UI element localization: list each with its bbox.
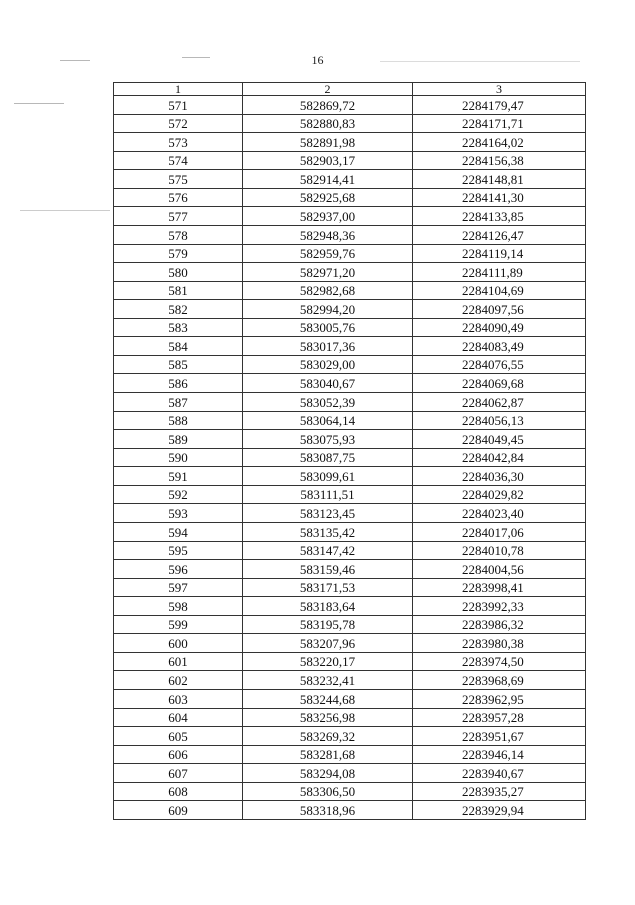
coordinate-y-cell: 2283946,14 xyxy=(413,745,586,764)
coordinate-x-cell: 582903,17 xyxy=(243,151,413,170)
coordinate-x-cell: 583306,50 xyxy=(243,782,413,801)
point-number-cell: 574 xyxy=(114,151,243,170)
point-number-cell: 606 xyxy=(114,745,243,764)
coordinate-y-cell: 2283935,27 xyxy=(413,782,586,801)
table-row xyxy=(114,207,586,226)
coordinate-x-cell: 583123,45 xyxy=(243,504,413,523)
coordinate-y-cell: 2283992,33 xyxy=(413,597,586,616)
table-row xyxy=(114,615,586,634)
point-number-cell: 601 xyxy=(114,652,243,671)
coordinate-y-cell: 2284141,30 xyxy=(413,188,586,207)
table-row xyxy=(114,485,586,504)
coordinate-y-cell: 2284017,06 xyxy=(413,522,586,541)
coordinate-y-cell: 2284126,47 xyxy=(413,225,586,244)
coordinate-x-cell: 583087,75 xyxy=(243,448,413,467)
table-row xyxy=(114,764,586,783)
coordinate-x-cell: 582937,00 xyxy=(243,207,413,226)
point-number-cell: 571 xyxy=(114,96,243,115)
table-row xyxy=(114,634,586,653)
coordinate-y-cell: 2283968,69 xyxy=(413,671,586,690)
coordinate-y-cell: 2284083,49 xyxy=(413,337,586,356)
point-number-cell: 588 xyxy=(114,411,243,430)
coordinate-y-cell: 2284097,56 xyxy=(413,300,586,319)
point-number-cell: 584 xyxy=(114,337,243,356)
coordinate-x-cell: 583159,46 xyxy=(243,560,413,579)
point-number-cell: 575 xyxy=(114,170,243,189)
coordinate-x-cell: 583075,93 xyxy=(243,430,413,449)
point-number-cell: 604 xyxy=(114,708,243,727)
table-row xyxy=(114,522,586,541)
coordinate-y-cell: 2284133,85 xyxy=(413,207,586,226)
coordinate-x-cell: 582982,68 xyxy=(243,281,413,300)
coordinate-x-cell: 583171,53 xyxy=(243,578,413,597)
point-number-cell: 586 xyxy=(114,374,243,393)
table-row xyxy=(114,671,586,690)
point-number-cell: 581 xyxy=(114,281,243,300)
coordinate-y-cell: 2284104,69 xyxy=(413,281,586,300)
table-row xyxy=(114,727,586,746)
coordinate-x-cell: 583183,64 xyxy=(243,597,413,616)
coordinate-y-cell: 2283974,50 xyxy=(413,652,586,671)
coordinate-x-cell: 583220,17 xyxy=(243,652,413,671)
coordinate-x-cell: 582880,83 xyxy=(243,114,413,133)
point-number-cell: 609 xyxy=(114,801,243,820)
point-number-cell: 587 xyxy=(114,393,243,412)
coordinate-x-cell: 583294,08 xyxy=(243,764,413,783)
coordinate-x-cell: 582869,72 xyxy=(243,96,413,115)
coordinate-y-cell: 2283998,41 xyxy=(413,578,586,597)
point-number-cell: 573 xyxy=(114,133,243,152)
coordinate-y-cell: 2284042,84 xyxy=(413,448,586,467)
coordinate-x-cell: 583244,68 xyxy=(243,690,413,709)
point-number-cell: 607 xyxy=(114,764,243,783)
table-row xyxy=(114,244,586,263)
coordinate-x-cell: 583207,96 xyxy=(243,634,413,653)
table-row xyxy=(114,355,586,374)
coordinate-x-cell: 583256,98 xyxy=(243,708,413,727)
table-body xyxy=(114,96,586,820)
coordinate-x-cell: 583269,32 xyxy=(243,727,413,746)
table-row xyxy=(114,300,586,319)
coordinate-x-cell: 583195,78 xyxy=(243,615,413,634)
coordinate-y-cell: 2284090,49 xyxy=(413,318,586,337)
table-row xyxy=(114,151,586,170)
point-number-cell: 580 xyxy=(114,263,243,282)
coordinate-x-cell: 582994,20 xyxy=(243,300,413,319)
coordinate-y-cell: 2283980,38 xyxy=(413,634,586,653)
coordinate-y-cell: 2284004,56 xyxy=(413,560,586,579)
coordinate-x-cell: 583029,00 xyxy=(243,355,413,374)
table-row xyxy=(114,114,586,133)
coordinate-y-cell: 2284036,30 xyxy=(413,467,586,486)
table-row xyxy=(114,374,586,393)
coordinates-table xyxy=(113,82,586,820)
coordinate-y-cell: 2284023,40 xyxy=(413,504,586,523)
coordinate-y-cell: 2284111,89 xyxy=(413,263,586,282)
coordinate-x-cell: 583005,76 xyxy=(243,318,413,337)
table-row xyxy=(114,690,586,709)
coordinate-x-cell: 582959,76 xyxy=(243,244,413,263)
point-number-cell: 605 xyxy=(114,727,243,746)
coordinate-y-cell: 2283940,67 xyxy=(413,764,586,783)
coordinate-x-cell: 582914,41 xyxy=(243,170,413,189)
point-number-cell: 582 xyxy=(114,300,243,319)
table-row xyxy=(114,652,586,671)
coordinate-x-cell: 583318,96 xyxy=(243,801,413,820)
coordinate-y-cell: 2284156,38 xyxy=(413,151,586,170)
point-number-cell: 578 xyxy=(114,225,243,244)
point-number-cell: 596 xyxy=(114,560,243,579)
coordinate-y-cell: 2284062,87 xyxy=(413,393,586,412)
table-row xyxy=(114,597,586,616)
point-number-cell: 600 xyxy=(114,634,243,653)
point-number-cell: 583 xyxy=(114,318,243,337)
table-row xyxy=(114,560,586,579)
coordinate-x-cell: 582948,36 xyxy=(243,225,413,244)
coordinate-x-cell: 582925,68 xyxy=(243,188,413,207)
coordinate-y-cell: 2284119,14 xyxy=(413,244,586,263)
point-number-cell: 579 xyxy=(114,244,243,263)
point-number-cell: 576 xyxy=(114,188,243,207)
coordinate-y-cell: 2284049,45 xyxy=(413,430,586,449)
point-number-cell: 593 xyxy=(114,504,243,523)
coordinate-x-cell: 583147,42 xyxy=(243,541,413,560)
coordinate-y-cell: 2284179,47 xyxy=(413,96,586,115)
table-row xyxy=(114,393,586,412)
point-number-cell: 595 xyxy=(114,541,243,560)
table-row xyxy=(114,782,586,801)
point-number-cell: 597 xyxy=(114,578,243,597)
table-row xyxy=(114,337,586,356)
coordinate-x-cell: 583232,41 xyxy=(243,671,413,690)
point-number-cell: 590 xyxy=(114,448,243,467)
coordinate-y-cell: 2284076,55 xyxy=(413,355,586,374)
column-header-2: 2 xyxy=(243,83,413,96)
point-number-cell: 602 xyxy=(114,671,243,690)
page-number: 16 xyxy=(311,53,324,67)
coordinate-x-cell: 583052,39 xyxy=(243,393,413,412)
coordinate-x-cell: 583040,67 xyxy=(243,374,413,393)
point-number-cell: 572 xyxy=(114,114,243,133)
table-row xyxy=(114,467,586,486)
point-number-cell: 585 xyxy=(114,355,243,374)
table-row xyxy=(114,96,586,115)
coordinate-y-cell: 2284164,02 xyxy=(413,133,586,152)
coordinate-y-cell: 2284148,81 xyxy=(413,170,586,189)
point-number-cell: 594 xyxy=(114,522,243,541)
coordinate-x-cell: 583135,42 xyxy=(243,522,413,541)
coordinate-y-cell: 2283962,95 xyxy=(413,690,586,709)
table-row xyxy=(114,578,586,597)
point-number-cell: 591 xyxy=(114,467,243,486)
point-number-cell: 608 xyxy=(114,782,243,801)
coordinate-x-cell: 582891,98 xyxy=(243,133,413,152)
table-row xyxy=(114,318,586,337)
coordinate-y-cell: 2283951,67 xyxy=(413,727,586,746)
coordinate-y-cell: 2283986,32 xyxy=(413,615,586,634)
table-row xyxy=(114,225,586,244)
coordinate-y-cell: 2283929,94 xyxy=(413,801,586,820)
coordinate-y-cell: 2284056,13 xyxy=(413,411,586,430)
coordinate-x-cell: 583111,51 xyxy=(243,485,413,504)
point-number-cell: 577 xyxy=(114,207,243,226)
point-number-cell: 603 xyxy=(114,690,243,709)
coordinate-x-cell: 583017,36 xyxy=(243,337,413,356)
table-row xyxy=(114,188,586,207)
coordinate-y-cell: 2284171,71 xyxy=(413,114,586,133)
coordinate-x-cell: 582971,20 xyxy=(243,263,413,282)
column-header-3: 3 xyxy=(413,83,586,96)
coordinate-x-cell: 583099,61 xyxy=(243,467,413,486)
table-row xyxy=(114,448,586,467)
point-number-cell: 598 xyxy=(114,597,243,616)
table-row xyxy=(114,430,586,449)
table-row xyxy=(114,801,586,820)
coordinate-y-cell: 2284069,68 xyxy=(413,374,586,393)
table-row xyxy=(114,745,586,764)
coordinates-table-container xyxy=(113,82,585,820)
column-header-1: 1 xyxy=(114,83,243,96)
table-row xyxy=(114,263,586,282)
table-row xyxy=(114,170,586,189)
point-number-cell: 592 xyxy=(114,485,243,504)
coordinate-x-cell: 583281,68 xyxy=(243,745,413,764)
scan-noise xyxy=(20,210,110,211)
table-row xyxy=(114,708,586,727)
coordinate-y-cell: 2283957,28 xyxy=(413,708,586,727)
coordinate-y-cell: 2284029,82 xyxy=(413,485,586,504)
scan-noise xyxy=(14,103,64,104)
table-row xyxy=(114,541,586,560)
point-number-cell: 599 xyxy=(114,615,243,634)
table-row xyxy=(114,133,586,152)
table-row xyxy=(114,281,586,300)
table-row xyxy=(114,504,586,523)
coordinate-y-cell: 2284010,78 xyxy=(413,541,586,560)
table-row xyxy=(114,411,586,430)
table-header-row xyxy=(114,83,586,96)
coordinate-x-cell: 583064,14 xyxy=(243,411,413,430)
point-number-cell: 589 xyxy=(114,430,243,449)
